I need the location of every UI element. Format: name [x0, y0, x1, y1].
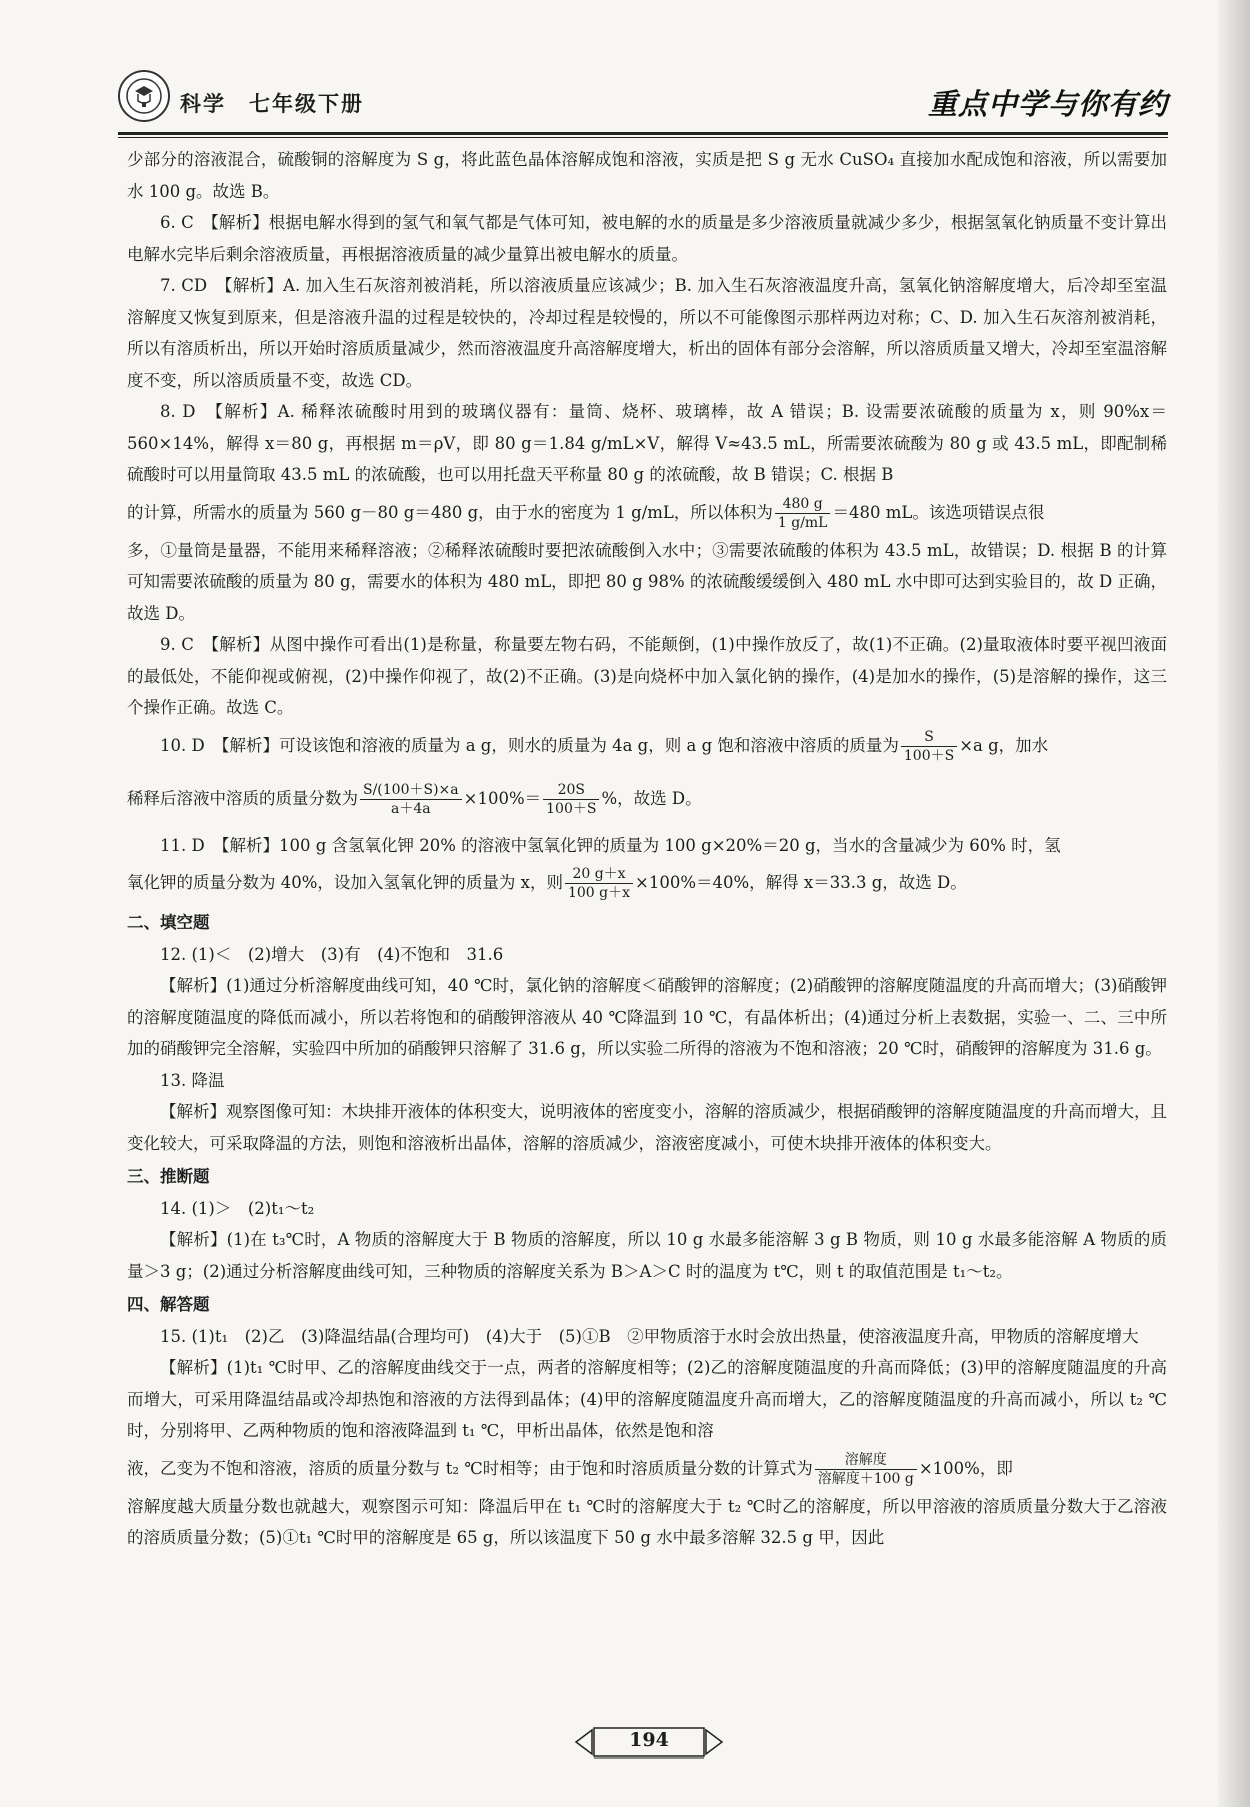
q10-text-before-fraction: 10. D 【解析】可设该饱和溶液的质量为 a g，则水的质量为 4a g，则 a g 饱和溶液中溶质的质量为	[160, 735, 899, 755]
q15-text-before-fraction: 液，乙变为不饱和溶液，溶质的质量分数与 t₂ ℃时相等；由于饱和时溶质质量分数的计算式为	[127, 1458, 813, 1478]
answer-q7: 7. CD 【解析】A. 加入生石灰溶剂被消耗，所以溶液质量应该减少；B. 加入生石灰溶液温度升高，氢氧化钠溶解度增大，后冷却至室温溶解度又恢复到原来，但是溶液升温的过程是较快的，冷却过程是较慢的，所以不可能像图示那样两边对称；C、D. 加入生石灰溶剂被消耗，所以有溶质析出，所以开始时溶质质量减少，然而溶液温度升高溶解度增大，析出的固体有部分会溶解，所以溶质质量又增大，冷却至室温溶解度不变，所以溶质质量不变，故选 CD。	[127, 276, 1167, 390]
q10-text-after-fraction: ×a g，加水	[959, 735, 1049, 755]
q15-fraction-denominator: 溶解度＋100 g	[817, 1470, 914, 1487]
page-header	[118, 70, 1168, 130]
page-number: 194	[629, 1729, 669, 1751]
q10b-text-after-fraction: %，故选 D。	[601, 788, 702, 808]
answer-content	[127, 144, 1167, 1554]
q10b-result-denominator: 100＋S	[546, 800, 597, 817]
answer-q10-part1	[127, 724, 1167, 768]
answer-q8-part1: 8. D 【解析】A. 稀释浓硫酸时用到的玻璃仪器有：量筒、烧杯、玻璃棒，故 A 错误；B. 设需要浓硫酸的质量为 x，则 90%x＝560×14%，解得 x＝80 g，再根据 m＝ρV，即 80 g＝1.84 g/mL×V，解得 V≈43.5 mL，所需要浓硫酸为 80 g 或 43.5 mL，即配制稀硫酸时可以用量筒取 43.5 mL 的浓硫酸，也可以用托盘天平称量 80 g 的浓硫酸，故 B 错误；C. 根据 B	[127, 402, 1167, 484]
book-subject-title: 科学 七年级下册	[180, 92, 364, 116]
school-emblem-icon	[118, 70, 170, 122]
q15-fraction-numerator: 溶解度	[815, 1451, 917, 1470]
answer-q13: 13. 降温	[160, 1070, 225, 1090]
answer-q12: 12. (1)＜ (2)增大 (3)有 (4)不饱和 31.6	[160, 944, 504, 964]
q11-fraction-numerator: 20 g＋x	[565, 865, 633, 884]
q15-text-after-fraction: ×100%，即	[918, 1458, 1013, 1478]
page-number-footer	[574, 1724, 724, 1760]
answer-q10-part2	[127, 768, 1167, 830]
header-divider	[118, 132, 1168, 135]
q10b-result-numerator: 20S	[543, 781, 599, 800]
answer-q14: 14. (1)＞ (2)t₁～t₂	[160, 1198, 315, 1218]
q11-text-before-fraction: 氧化钾的质量分数为 40%，设加入氢氧化钾的质量为 x，则	[127, 873, 563, 892]
explanation-q15-part3: 溶解度越大质量分数也就越大，观察图示可知：降温后甲在 t₁ ℃时的溶解度大于 t₂ ℃时乙的溶解度，所以甲溶液的溶质质量分数大于乙溶液的溶质质量分数；(5)①t₁ ℃时甲的溶解度是 65 g，所以该温度下 50 g 水中最多溶解 32.5 g 甲，因此	[127, 1496, 1167, 1547]
q10b-fraction-denominator: a＋4a	[391, 800, 431, 817]
q10b-mass-fraction	[360, 781, 462, 818]
q8-volume-fraction	[775, 495, 831, 532]
q10b-fraction-numerator: S/(100＋S)×a	[360, 781, 462, 800]
q15-percent-fraction	[815, 1451, 917, 1488]
page-edge-shadow	[1218, 0, 1250, 1807]
q11-text-after-fraction: ×100%＝40%，解得 x＝33.3 g，故选 D。	[635, 873, 967, 892]
explanation-q14: 【解析】(1)在 t₃℃时，A 物质的溶解度大于 B 物质的溶解度，所以 10 g 水最多能溶解 3 g B 物质，则 10 g 水最多能溶解 A 物质的质量＞3 g；(2)通过分析溶解度曲线可知，三种物质的溶解度关系为 B＞A＞C 时的温度为 t℃，则 t 的取值范围是 t₁～t₂。	[127, 1230, 1167, 1281]
q11-mass-fraction	[565, 865, 633, 902]
q10b-result-fraction	[543, 781, 599, 818]
section-heading-inference: 三、推断题	[127, 1167, 210, 1186]
answer-q6: 6. C 【解析】根据电解水得到的氢气和氧气都是气体可知，被电解的水的质量是多少溶液质量就减少多少，根据氢氧化钠质量不变计算出电解水完毕后剩余溶液质量，再根据溶液质量的减少量算出被电解水的质量。	[127, 213, 1167, 264]
q10b-text-middle: ×100%＝	[463, 788, 542, 808]
explanation-q15-part2	[127, 1447, 1167, 1491]
q8-fraction-numerator: 480 g	[775, 495, 831, 514]
paragraph-continued: 少部分的溶液混合，硫酸铜的溶解度为 S g，将此蓝色晶体溶解成饱和溶液，实质是把 S g 无水 CuSO₄ 直接加水配成饱和溶液，所以需要加水 100 g。故选 B。	[127, 150, 1167, 201]
answer-q8-part3: 多，①量筒是量器，不能用来稀释溶液；②稀释浓硫酸时要把浓硫酸倒入水中；③需要浓硫酸的体积为 43.5 mL，故错误；D. 根据 B 的计算可知需要浓硫酸的质量为 80 g，需要水的体积为 480 mL，即把 80 g 98% 的浓硫酸缓缓倒入 480 mL 水中即可达到实验目的，故 D 正确，故选 D。	[127, 540, 1167, 623]
q10b-text-before-fraction: 稀释后溶液中溶质的质量分数为	[127, 788, 358, 808]
q8-text-after-fraction: ＝480 mL。该选项错误点很	[832, 502, 1045, 522]
explanation-q15-part1: 【解析】(1)t₁ ℃时甲、乙的溶解度曲线交于一点，两者的溶解度相等；(2)乙的溶解度随温度的升高而降低；(3)甲的溶解度随温度的升高而增大，可采用降温结晶或冷却热饱和溶液的方法得到晶体；(4)甲的溶解度随温度升高而增大，乙的溶解度随温度的升高而减小，所以 t₂ ℃时，分别将甲、乙两种物质的饱和溶液降温到 t₁ ℃，甲析出晶体，依然是饱和溶	[127, 1358, 1167, 1440]
header-divider-thin	[118, 137, 1168, 138]
answer-q9: 9. C 【解析】从图中操作可看出(1)是称量，称量要左物右码，不能颠倒，(1)中操作放反了，故(1)不正确。(2)量取液体时要平视凹液面的最低处，不能仰视或俯视，(2)中操作仰视了，故(2)不正确。(3)是向烧杯中加入氯化钠的操作，(4)是加水的操作，(5)是溶解的操作，这三个操作正确。故选 C。	[127, 635, 1167, 717]
explanation-q13: 【解析】观察图像可知：木块排开液体的体积变大，说明液体的密度变小，溶解的溶质减少，根据硝酸钾的溶解度随温度的升高而增大，且变化较大，可采取降温的方法，则饱和溶液析出晶体，溶解的溶质减少，溶液密度减小，可使木块排开液体的体积变大。	[127, 1102, 1167, 1153]
q10-fraction-denominator: 100＋S	[903, 747, 955, 764]
section-heading-solution: 四、解答题	[127, 1295, 210, 1314]
answer-q11-part1: 11. D 【解析】100 g 含氢氧化钾 20% 的溶液中氢氧化钾的质量为 100 g×20%＝20 g，当水的含量减少为 60% 时，氢	[160, 835, 1061, 855]
answer-q15: 15. (1)t₁ (2)乙 (3)降温结晶(合理均可) (4)大于 (5)①B ②甲物质溶于水时会放出热量，使溶液温度升高，甲物质的溶解度增大	[160, 1326, 1139, 1346]
q8-text-before-fraction: 的计算，所需水的质量为 560 g－80 g＝480 g，由于水的密度为 1 g/mL，所以体积为	[127, 502, 773, 522]
answer-q11-part2	[127, 861, 1167, 905]
explanation-q12: 【解析】(1)通过分析溶解度曲线可知，40 ℃时，氯化钠的溶解度＜硝酸钾的溶解度；(2)硝酸钾的溶解度随温度的升高而增大；(3)硝酸钾的溶解度随温度的降低而减小，所以若将饱和的硝酸钾溶液从 40 ℃降温到 10 ℃，有晶体析出；(4)通过分析上表数据，实验一、二、三中所加的硝酸钾完全溶解，实验四中所加的硝酸钾只溶解了 31.6 g，所以实验二所得的溶液为不饱和溶液；20 ℃时，硝酸钾的溶解度为 31.6 g。	[127, 976, 1167, 1058]
q10-fraction-numerator: S	[901, 728, 957, 747]
q11-fraction-denominator: 100 g＋x	[567, 885, 631, 901]
answer-q8-part2	[127, 491, 1167, 535]
section-heading-fill-blank: 二、填空题	[127, 913, 210, 932]
q10-solute-fraction	[901, 728, 957, 765]
series-brand-title: 重点中学与你有约	[927, 87, 1168, 121]
q8-fraction-denominator: 1 g/mL	[777, 514, 828, 531]
